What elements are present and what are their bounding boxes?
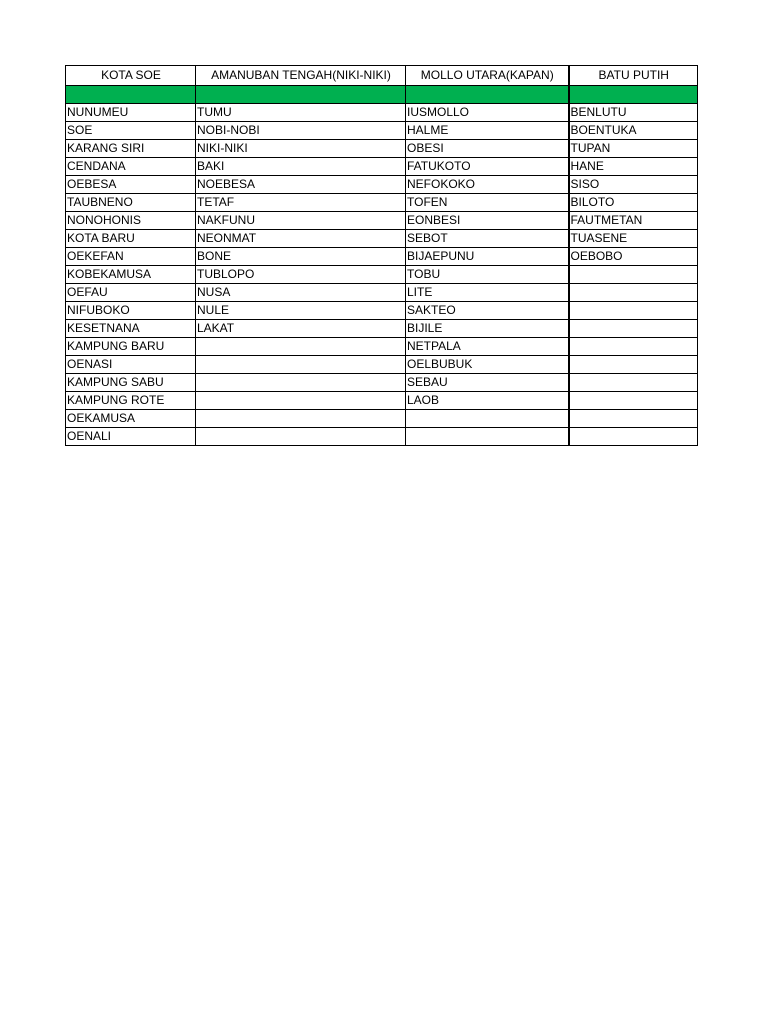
table-cell[interactable]: NUNUMEU [66,104,196,122]
table-cell[interactable] [569,356,698,374]
table-cell[interactable]: BIJILE [406,320,569,338]
table-cell[interactable]: LAKAT [196,320,406,338]
table-cell[interactable]: NAKFUNU [196,212,406,230]
table-cell[interactable] [569,284,698,302]
table-cell[interactable]: OEFAU [66,284,196,302]
table-cell[interactable] [569,338,698,356]
table-cell[interactable]: FATUKOTO [406,158,569,176]
table-cell[interactable]: TUPAN [569,140,698,158]
table-cell[interactable]: NEONMAT [196,230,406,248]
table-cell[interactable] [569,392,698,410]
highlight-cell[interactable] [569,86,698,104]
table-cell[interactable]: TOFEN [406,194,569,212]
table-cell[interactable]: NONOHONIS [66,212,196,230]
table-cell[interactable] [569,428,698,446]
table-cell[interactable] [569,266,698,284]
table-cell[interactable]: OEBOBO [569,248,698,266]
table-cell[interactable]: SISO [569,176,698,194]
table-cell[interactable] [569,374,698,392]
table-row [66,266,698,284]
table-cell[interactable]: FAUTMETAN [569,212,698,230]
table-cell[interactable] [569,410,698,428]
table-cell[interactable] [406,410,569,428]
table-cell[interactable]: KOBEKAMUSA [66,266,196,284]
table-cell[interactable]: CENDANA [66,158,196,176]
table-cell[interactable] [196,356,406,374]
table-cell[interactable]: BOENTUKA [569,122,698,140]
table-cell[interactable]: BILOTO [569,194,698,212]
table-cell[interactable]: KOTA BARU [66,230,196,248]
table-cell[interactable]: TOBU [406,266,569,284]
table-cell[interactable]: TUASENE [569,230,698,248]
table-cell[interactable]: TUMU [196,104,406,122]
table-cell[interactable]: OEKEFAN [66,248,196,266]
table-cell[interactable]: LAOB [406,392,569,410]
table-cell[interactable] [406,428,569,446]
highlight-row [66,86,698,104]
table-cell[interactable]: TETAF [196,194,406,212]
table-row [66,410,698,428]
table-cell[interactable]: BONE [196,248,406,266]
table-cell[interactable] [196,410,406,428]
table-cell[interactable] [196,428,406,446]
table-row [66,104,698,122]
table-row [66,230,698,248]
table-cell[interactable]: KAMPUNG BARU [66,338,196,356]
table-cell[interactable] [569,302,698,320]
table-row [66,176,698,194]
table-cell[interactable]: OELBUBUK [406,356,569,374]
table-row [66,158,698,176]
table-cell[interactable]: SEBOT [406,230,569,248]
highlight-cell[interactable] [406,86,569,104]
table-cell[interactable]: HANE [569,158,698,176]
table-row [66,338,698,356]
table-cell[interactable] [196,392,406,410]
table-row [66,320,698,338]
table-row [66,392,698,410]
region-table [65,65,698,446]
table-cell[interactable]: TUBLOPO [196,266,406,284]
table-row [66,140,698,158]
table-cell[interactable]: OENASI [66,356,196,374]
column-header-kota-soe[interactable]: KOTA SOE [66,66,196,86]
table-cell[interactable]: SAKTEO [406,302,569,320]
table-cell[interactable] [196,374,406,392]
table-cell[interactable]: NUSA [196,284,406,302]
table-cell[interactable]: NETPALA [406,338,569,356]
highlight-cell[interactable] [196,86,406,104]
column-header-batu-putih[interactable]: BATU PUTIH [569,66,698,86]
highlight-cell[interactable] [66,86,196,104]
table-row [66,374,698,392]
column-header-amanuban-tengah[interactable]: AMANUBAN TENGAH(NIKI-NIKI) [196,66,406,86]
table-cell[interactable]: KESETNANA [66,320,196,338]
table-cell[interactable]: SOE [66,122,196,140]
table-cell[interactable]: IUSMOLLO [406,104,569,122]
table-cell[interactable]: NIFUBOKO [66,302,196,320]
table-cell[interactable]: OENALI [66,428,196,446]
table-row [66,302,698,320]
table-row [66,194,698,212]
table-row [66,428,698,446]
spreadsheet [65,65,697,446]
table-cell[interactable]: BIJAEPUNU [406,248,569,266]
table-cell[interactable]: HALME [406,122,569,140]
table-cell[interactable]: NEFOKOKO [406,176,569,194]
table-cell[interactable]: KAMPUNG SABU [66,374,196,392]
table-cell[interactable]: TAUBNENO [66,194,196,212]
table-cell[interactable]: NIKI-NIKI [196,140,406,158]
table-row [66,356,698,374]
table-cell[interactable]: BAKI [196,158,406,176]
table-cell[interactable]: LITE [406,284,569,302]
table-cell[interactable]: NOBI-NOBI [196,122,406,140]
header-row [66,66,698,86]
table-row [66,122,698,140]
table-cell[interactable]: KAMPUNG ROTE [66,392,196,410]
table-cell[interactable]: OEKAMUSA [66,410,196,428]
table-row [66,212,698,230]
table-cell[interactable]: KARANG SIRI [66,140,196,158]
table-cell[interactable]: EONBESI [406,212,569,230]
table-cell[interactable] [196,338,406,356]
table-cell[interactable]: BENLUTU [569,104,698,122]
table-cell[interactable]: OBESI [406,140,569,158]
table-cell[interactable]: NOEBESA [196,176,406,194]
table-body [66,86,698,446]
table-cell[interactable]: OEBESA [66,176,196,194]
table-cell[interactable]: NULE [196,302,406,320]
table-cell[interactable]: SEBAU [406,374,569,392]
table-row [66,248,698,266]
table-cell[interactable] [569,320,698,338]
table-row [66,284,698,302]
column-header-mollo-utara[interactable]: MOLLO UTARA(KAPAN) [406,66,569,86]
